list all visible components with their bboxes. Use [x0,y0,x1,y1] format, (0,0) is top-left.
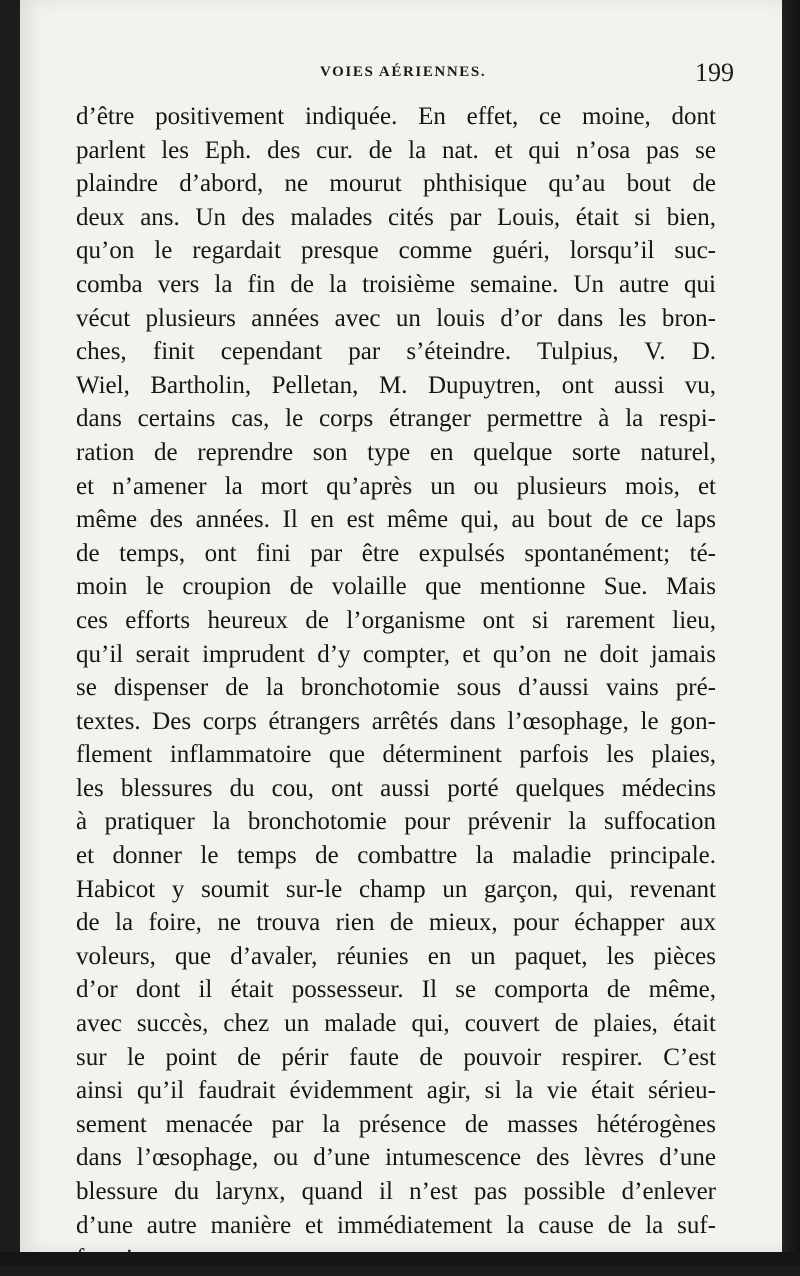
text-line: Habicot y soumit sur-le champ un garçon, qui, revenant [76,875,716,903]
text-line: deux ans. Un des malades cités par Louis, était si bien, [76,203,716,231]
text-line: Wiel, Bartholin, Pelletan, M. Dupuytren, ont aussi vu, [76,371,716,399]
text-line: de temps, ont fini par être expulsés spontanément; té- [76,539,716,567]
text-line: sur le point de périr faute de pouvoir respirer. C’est [76,1043,716,1071]
text-line: ches, finit cependant par s’éteindre. Tulpius, V. D. [76,338,716,366]
text-line: vécut plusieurs années avec un louis d’or dans les bron- [76,304,716,332]
text-line: et n’amener la mort qu’après un ou plusieurs mois, et [76,472,716,500]
text-line: même des années. Il en est même qui, au bout de ce laps [76,506,716,534]
text-line: sement menacée par la présence de masses hétérogènes [76,1110,716,1138]
text-line: qu’on le regardait presque comme guéri, lorsqu’il suc- [76,237,716,265]
running-title: VOIES AÉRIENNES. [320,64,487,80]
text-line: d’être positivement indiquée. En effet, ce moine, dont [76,103,716,130]
text-line: de la foire, ne trouva rien de mieux, pour échapper aux [76,909,716,937]
body-text [76,100,716,1276]
text-line: voleurs, que d’avaler, réunies en un paquet, les pièces [76,942,716,970]
text-line: ainsi qu’il faudrait évidemment agir, si la vie était sérieu- [76,1077,716,1105]
text-line: avec succès, chez un malade qui, couvert de plaies, était [76,1010,716,1038]
text-line: à pratiquer la bronchotomie pour prévenir la suffocation [76,808,716,836]
page-header [320,58,734,88]
text-line: blessure du larynx, quand il n’est pas possible d’enlever [76,1178,716,1205]
text-line: moin le croupion de volaille que mentionne Sue. Mais [76,573,716,601]
text-line: d’or dont il était possesseur. Il se comporta de même, [76,976,716,1004]
text-line: se dispenser de la bronchotomie sous d’aussi vains pré- [76,674,716,702]
text-line: plaindre d’abord, ne mourut phthisique qu’au bout de [76,170,716,198]
text-line: textes. Des corps étrangers arrêtés dans l’œsophage, le gon- [76,707,716,735]
text-line: qu’il serait imprudent d’y compter, et qu’on ne doit jamais [76,640,716,668]
text-line: d’une autre manière et immédiatement la cause de la suf- [76,1211,716,1239]
page-edge-shadow [782,0,800,1266]
text-line: les blessures du cou, ont aussi porté quelques médecins [76,774,716,802]
text-line: ces efforts heureux de l’organisme ont si rarement lieu, [76,606,716,634]
text-line-last: focation. [76,1245,165,1273]
text-line: comba vers la fin de la troisième semaine. Un autre qui [76,270,716,298]
text-line: et donner le temps de combattre la maladie principale. [76,842,716,870]
text-line: dans certains cas, le corps étranger permettre à la respi- [76,405,716,433]
text-line: flement inflammatoire que déterminent parfois les plaies, [76,741,716,769]
text-line: parlent les Eph. des cur. de la nat. et qui n’osa pas se [76,136,716,164]
page-number: 199 [695,58,734,87]
text-line: dans l’œsophage, ou d’une intumescence des lèvres d’une [76,1144,716,1172]
text-line: ration de reprendre son type en quelque sorte naturel, [76,438,716,466]
